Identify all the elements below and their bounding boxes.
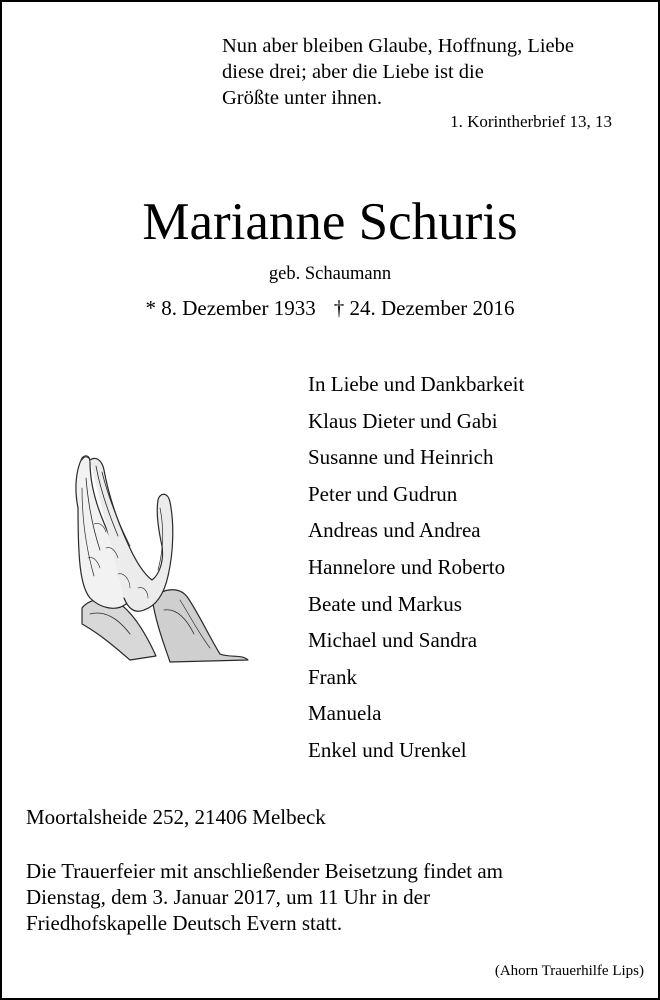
funeral-service-info: [26, 858, 503, 936]
list-item: Michael und Sandra: [308, 628, 478, 653]
list-item: Peter und Gudrun: [308, 481, 458, 506]
praying-hands-icon: [60, 448, 256, 666]
verse-line: Größte unter ihnen.: [222, 87, 382, 109]
list-item: In Liebe und Dankbarkeit: [308, 372, 525, 396]
list-item: Enkel und Urenkel: [308, 737, 467, 762]
verse-reference: 1. Korintherbrief 13, 13: [450, 112, 612, 131]
mourners-list: [308, 366, 524, 769]
list-item: Andreas und Andrea: [308, 518, 481, 543]
death-date: † 24. Dezember 2016: [333, 296, 515, 320]
maiden-name: geb. Schaumann: [268, 264, 392, 284]
verse-line: diese drei; aber die Liebe ist die: [222, 61, 484, 83]
list-item: Susanne und Heinrich: [308, 445, 494, 470]
deceased-name: Marianne Schuris: [142, 193, 518, 251]
birth-date: * 8. Dezember 1933: [145, 296, 316, 320]
list-item: Hannelore und Roberto: [308, 554, 506, 579]
list-item: Frank: [308, 664, 357, 689]
service-line: Dienstag, dem 3. Januar 2017, um 11 Uhr in der: [26, 885, 430, 909]
verse-line: Nun aber bleiben Glaube, Hoffnung, Liebe: [222, 35, 574, 57]
service-line: Die Trauerfeier mit anschließender Beisetzung findet am: [26, 859, 504, 883]
list-item: Manuela: [308, 701, 382, 726]
list-item: Klaus Dieter und Gabi: [308, 408, 498, 433]
service-line: Friedhofskapelle Deutsch Evern statt.: [26, 911, 343, 935]
undertaker-credit: (Ahorn Trauerhilfe Lips): [494, 963, 644, 979]
life-dates: [2, 296, 658, 321]
family-address: Moortalsheide 252, 21406 Melbeck: [26, 805, 326, 829]
list-item: Beate und Markus: [308, 591, 462, 616]
bible-verse: [222, 33, 574, 111]
